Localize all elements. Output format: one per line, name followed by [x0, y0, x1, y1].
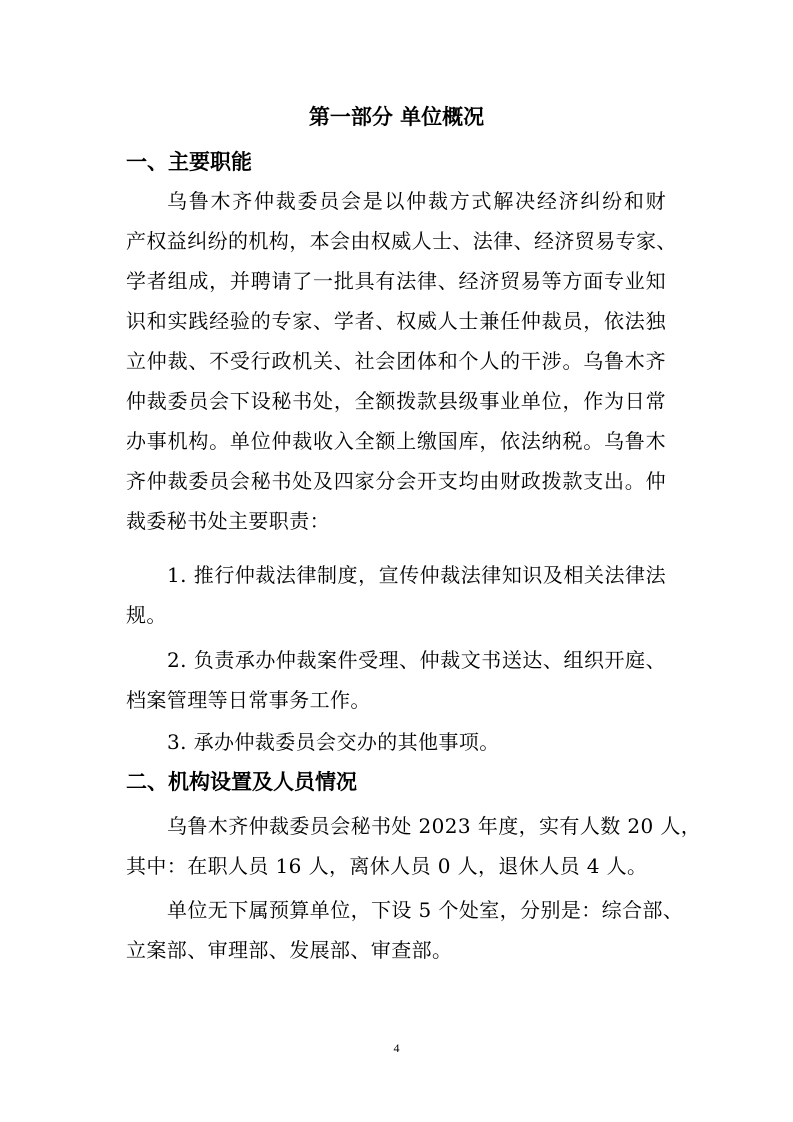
list-item-line: 1. 推行仲裁法律制度，宣传仲裁法律知识及相关法律法 — [167, 563, 666, 587]
paragraph-line: 单位无下属预算单位，下设 5 个处室，分别是：综合部、 — [167, 898, 684, 922]
paragraph-line: 齐仲裁委员会秘书处及四家分会开支均由财政拨款支出。仲 — [126, 469, 666, 493]
paragraph-line: 乌鲁木齐仲裁委员会是以仲裁方式解决经济纠纷和财 — [167, 189, 666, 213]
paragraph-line: 立仲裁、不受行政机关、社会团体和个人的干涉。乌鲁木齐 — [126, 349, 666, 373]
paragraph-line: 其中：在职人员 16 人，离休人员 0 人，退休人员 4 人。 — [126, 854, 648, 878]
list-item-line: 3. 承办仲裁委员会交办的其他事项。 — [167, 730, 500, 754]
paragraph-line: 产权益纠纷的机构，本会由权威人士、法律、经济贸易专家、 — [126, 229, 677, 253]
list-item-line: 规。 — [126, 603, 167, 627]
paragraph-line: 乌鲁木齐仲裁委员会秘书处 2023 年度，实有人数 20 人， — [167, 814, 702, 838]
list-item-line: 档案管理等日常事务工作。 — [126, 688, 371, 712]
page-title: 第一部分 单位概况 — [308, 105, 485, 129]
paragraph-line: 学者组成，并聘请了一批具有法律、经济贸易等方面专业知 — [126, 269, 666, 293]
paragraph-line: 立案部、审理部、发展部、审查部。 — [126, 938, 453, 962]
list-item-line: 2. 负责承办仲裁案件受理、仲裁文书送达、组织开庭、 — [167, 648, 666, 672]
paragraph-line: 办事机构。单位仲裁收入全额上缴国库，依法纳税。乌鲁木 — [126, 429, 666, 453]
page-number: 4 — [393, 1041, 400, 1055]
section-heading-main-functions: 一、主要职能 — [126, 150, 252, 174]
paragraph-line: 仲裁委员会下设秘书处，全额拨款县级事业单位，作为日常 — [126, 389, 666, 413]
section-heading-organization: 二、机构设置及人员情况 — [126, 770, 357, 794]
paragraph-line: 裁委秘书处主要职责： — [126, 509, 330, 533]
paragraph-line: 识和实践经验的专家、学者、权威人士兼任仲裁员，依法独 — [126, 309, 666, 333]
